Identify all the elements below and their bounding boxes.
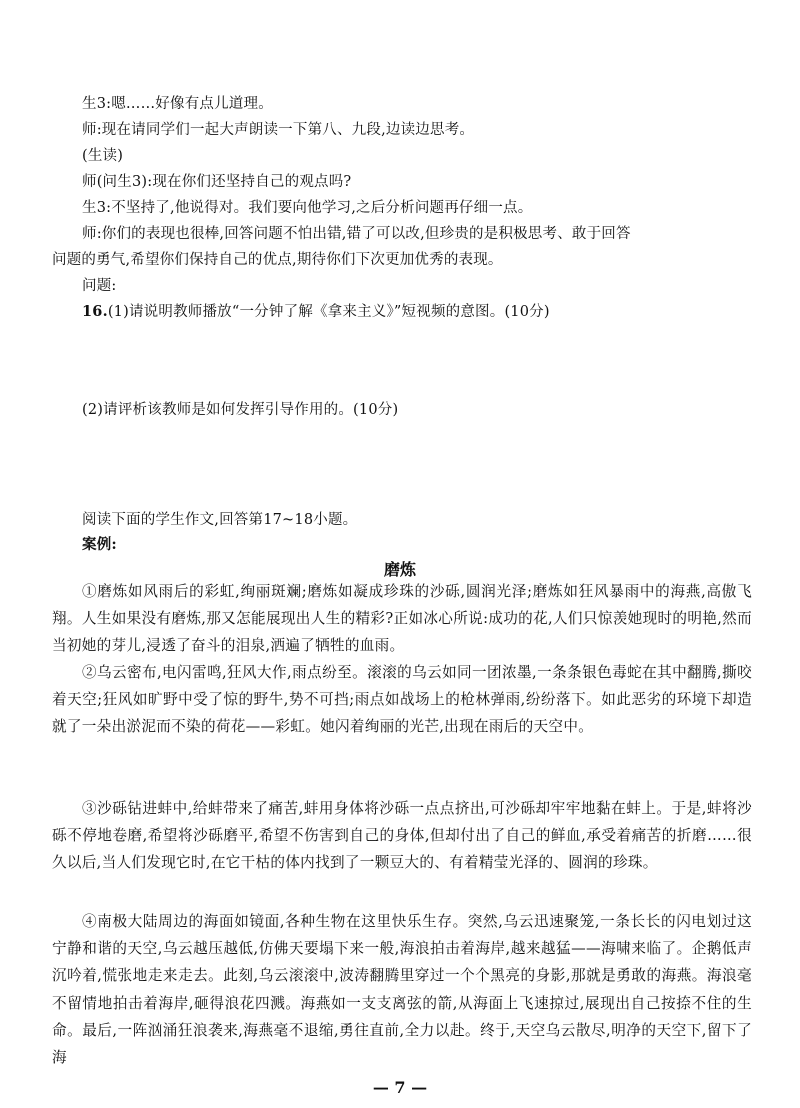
case-label: 案例: bbox=[82, 536, 117, 553]
question-16-part-1-text: (1)请说明教师播放“一分钟了解《拿来主义》”短视频的意图。(10分) bbox=[107, 304, 550, 320]
dialogue-line-teacher-ask: 师(问生3):现在你们还坚持自己的观点吗? bbox=[82, 174, 352, 190]
essay-paragraph-1: ①磨炼如风雨后的彩虹,绚丽斑斓;磨炼如凝成珍珠的沙砾,圆润光泽;磨炼如狂风暴雨中的海燕,高傲飞翔。人生如果没有磨炼,那又怎能展现出人生的精彩?正如冰心所说:成功的花,人们只惊羡她现时的明艳,然而当初她的芽儿,浸透了奋斗的泪泉,洒遍了牺牲的血雨。 bbox=[52, 583, 752, 655]
page-number: — 7 — bbox=[372, 1078, 428, 1097]
dialogue-line-teacher-praise-2: 问题的勇气,希望你们保持自己的优点,期待你们下次更加优秀的表现。 bbox=[52, 252, 503, 268]
essay-intro: 阅读下面的学生作文,回答第17~18小题。 bbox=[82, 512, 358, 528]
essay-paragraph-4: ④南极大陆周边的海面如镜面,各种生物在这里快乐生存。突然,乌云迅速聚笼,一条长长的闪电划过这宁静和谐的天空,乌云越压越低,仿佛天要塌下来一般,海浪拍击着海岸,越来越猛——海啸来临了。企鹅低声沉吟着,慌张地走来走去。此刻,乌云滚滚中,波涛翻腾里穿过一个个黑亮的身影,那就是勇敢的海燕。海浪毫不留情地拍击着海岸,砸得浪花四溅。海燕如一支支离弦的箭,从海面上飞速掠过,展现出自己按捺不住的生命。最后,一阵汹涌狂浪袭来,海燕毫不退缩,勇往直前,全力以赴。终于,天空乌云散尽,明净的天空下,留下了海 bbox=[52, 913, 752, 1067]
essay-title: 磨炼 bbox=[383, 560, 416, 579]
dialogue-line-student3-reply: 生3:嗯……好像有点儿道理。 bbox=[82, 96, 273, 112]
dialogue-line-teacher-praise-1: 师:你们的表现也很棒,回答问题不怕出错,错了可以改,但珍贵的是积极思考、敢于回答 bbox=[82, 226, 631, 242]
questions-heading: 问题: bbox=[82, 278, 117, 294]
essay-paragraph-3: ③沙砾钻进蚌中,给蚌带来了痛苦,蚌用身体将沙砾一点点挤出,可沙砾却牢牢地黏在蚌上。于是,蚌将沙砾不停地卷磨,希望将沙砾磨平,希望不伤害到自己的身体,但却付出了自己的鲜血,承受着痛苦的折磨……很久以后,当人们发现它时,在它干枯的体内找到了一颗豆大的、有着精莹光泽的、圆润的珍珠。 bbox=[52, 800, 752, 872]
dialogue-line-students-read: (生读) bbox=[82, 148, 124, 164]
essay-paragraph-2: ②乌云密布,电闪雷鸣,狂风大作,雨点纷至。滚滚的乌云如同一团浓墨,一条条银色毒蛇在其中翻腾,撕咬着天空;狂风如旷野中受了惊的野牛,势不可挡;雨点如战场上的枪林弹雨,纷纷落下。如此恶劣的环境下却造就了一朵出淤泥而不染的荷花——彩虹。她闪着绚丽的光芒,出现在雨后的天空中。 bbox=[52, 664, 752, 736]
question-16-part-1 bbox=[82, 302, 550, 322]
question-16-number: 16. bbox=[82, 303, 108, 320]
question-16-part-2: (2)请评析该教师是如何发挥引导作用的。(10分) bbox=[82, 402, 399, 418]
dialogue-line-teacher-read: 师:现在请同学们一起大声朗读一下第八、九段,边读边思考。 bbox=[82, 122, 475, 138]
dialogue-line-student3-answer: 生3:不坚持了,他说得对。我们要向他学习,之后分析问题再仔细一点。 bbox=[82, 200, 533, 216]
